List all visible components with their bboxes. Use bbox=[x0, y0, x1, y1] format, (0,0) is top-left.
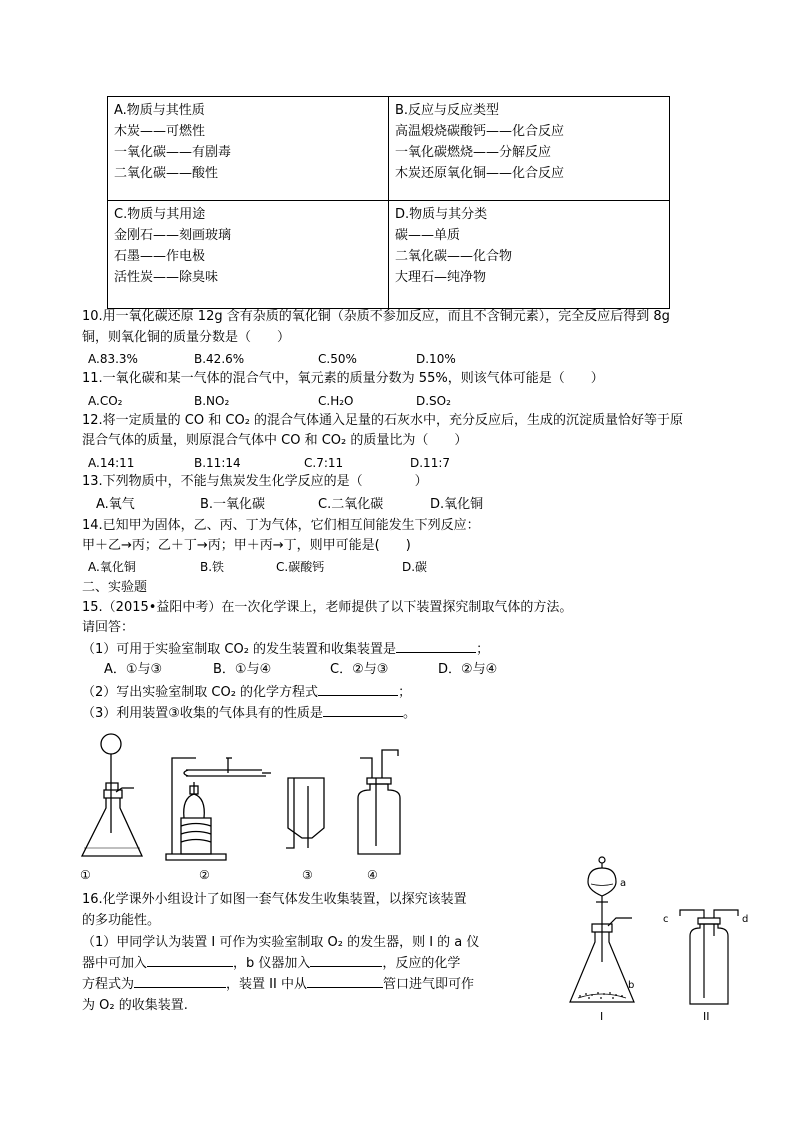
q16-line5-text-b: ，装置 II 中从 bbox=[226, 977, 307, 992]
q15-part1 bbox=[82, 640, 489, 660]
cell-b bbox=[389, 97, 670, 201]
q15-part3-blank[interactable] bbox=[323, 704, 403, 717]
q15-opt-c: C．②与③ bbox=[330, 662, 389, 677]
q16-line6: 为 O₂ 的收集装置. bbox=[82, 998, 188, 1013]
q12-opt-a: A.14:11 bbox=[88, 456, 135, 470]
cell-d-line: 二氧化碳——化合物 bbox=[395, 249, 513, 264]
q15-part2 bbox=[82, 683, 411, 703]
fig2-label-d: d bbox=[742, 914, 749, 925]
cell-a-title: A.物质与其性质 bbox=[114, 103, 205, 118]
q12-opt-c: C.7:11 bbox=[304, 456, 344, 470]
q15-opt-d: D．②与④ bbox=[438, 662, 498, 677]
q15-opt-a: A．①与③ bbox=[104, 662, 163, 677]
q16-blank-a[interactable] bbox=[147, 954, 233, 967]
q15-part1-text: （1）可用于实验室制取 CO₂ 的发生装置和收集装置是 bbox=[82, 642, 397, 657]
apparatus-figure-2 bbox=[560, 852, 760, 1012]
q15-line2: 请回答： bbox=[82, 620, 135, 635]
cell-c-line: 活性炭——除臭味 bbox=[114, 270, 219, 285]
q10-line2: 铜，则氧化铜的质量分数是（ ） bbox=[82, 330, 291, 345]
q11-line1: 11.一氧化碳和某一气体的混合气中，氧元素的质量分数为 55%，则该气体可能是（ ） bbox=[82, 371, 604, 386]
fig2-label-c: c bbox=[663, 914, 669, 925]
cell-a-line: 木炭——可燃性 bbox=[114, 124, 206, 139]
q10-opt-a: A.83.3% bbox=[88, 352, 138, 366]
cell-c bbox=[108, 201, 389, 309]
q13-opt-c: C.二氧化碳 bbox=[318, 497, 384, 512]
q13-opt-b: B.一氧化碳 bbox=[200, 497, 266, 512]
fig2-label-b: b bbox=[628, 980, 635, 991]
cell-a-line: 一氧化碳——有剧毒 bbox=[114, 145, 232, 160]
apparatus-label-4: ④ bbox=[367, 868, 378, 882]
q12-opt-b: B.11:14 bbox=[194, 456, 241, 470]
cell-a-line: 二氧化碳——酸性 bbox=[114, 166, 219, 181]
q16-blank-eq[interactable] bbox=[134, 975, 226, 988]
q16-line5 bbox=[82, 975, 474, 995]
q15-opt-b: B．①与④ bbox=[213, 662, 272, 677]
fig2-label-a: a bbox=[620, 878, 627, 889]
cell-b-line: 高温煅烧碳酸钙——化合反应 bbox=[395, 124, 565, 139]
q15-part2-blank[interactable] bbox=[318, 683, 398, 696]
cell-d-line: 大理石—纯净物 bbox=[395, 270, 487, 285]
q15-part2-end: ； bbox=[398, 685, 412, 700]
q10-opt-b: B.42.6% bbox=[194, 352, 245, 366]
q14-opt-a: A.氧化铜 bbox=[88, 560, 136, 574]
q15-part1-blank[interactable] bbox=[396, 640, 476, 653]
q13-line1: 13.下列物质中，不能与焦炭发生化学反应的是（ ） bbox=[82, 474, 428, 489]
q11-opt-d: D.SO₂ bbox=[416, 394, 451, 408]
q15-part1-end: ； bbox=[476, 642, 490, 657]
apparatus-label-3: ③ bbox=[302, 868, 313, 882]
cell-d-line: 碳——单质 bbox=[395, 228, 461, 243]
apparatus-figure bbox=[76, 728, 416, 868]
q13-opt-a: A.氧气 bbox=[96, 497, 135, 512]
q13-opt-d: D.氧化铜 bbox=[430, 497, 484, 512]
q10-opt-c: C.50% bbox=[318, 352, 357, 366]
cell-b-line: 一氧化碳燃烧——分解反应 bbox=[395, 145, 552, 160]
q14-line2: 甲＋乙→丙；乙＋丁→丙；甲＋丙→丁，则甲可能是( ) bbox=[82, 538, 411, 553]
q16-line4 bbox=[82, 954, 460, 974]
q16-blank-b[interactable] bbox=[310, 954, 382, 967]
cell-d bbox=[389, 201, 670, 309]
q12-line1: 12.将一定质量的 CO 和 CO₂ 的混合气体通入足量的石灰水中，充分反应后，生成的沉淀质量恰好等于原 bbox=[82, 413, 684, 428]
q15-part2-text: （2）写出实验室制取 CO₂ 的化学方程式 bbox=[82, 685, 319, 700]
section-title: 二、实验题 bbox=[82, 580, 148, 595]
q10-line1: 10.用一氧化碳还原 12g 含有杂质的氧化铜（杂质不参加反应，而且不含铜元素），完全反应后得到 8g bbox=[82, 309, 670, 324]
q16-line2: 的多功能性。 bbox=[82, 913, 161, 928]
q14-opt-c: C.碳酸钙 bbox=[276, 560, 325, 574]
apparatus-label-1: ① bbox=[80, 868, 91, 882]
q16-line4-text-c: ，反应的化学 bbox=[382, 956, 461, 971]
q14-opt-b: B.铁 bbox=[200, 560, 225, 574]
q14-line1: 14.已知甲为固体，乙、丙、丁为气体，它们相互间能发生下列反应： bbox=[82, 518, 480, 533]
fig2-label-II: II bbox=[703, 1010, 710, 1023]
q16-line4-text-b: ，b 仪器加入 bbox=[233, 956, 311, 971]
cell-c-line: 石墨——作电极 bbox=[114, 249, 206, 264]
q12-line2: 混合气体的质量，则原混合气体中 CO 和 CO₂ 的质量比为（ ） bbox=[82, 433, 468, 448]
cell-a bbox=[108, 97, 389, 201]
q15-part3-text: （3）利用装置③收集的气体具有的性质是 bbox=[82, 706, 323, 721]
q10-opt-d: D.10% bbox=[416, 352, 456, 366]
cell-b-title: B.反应与反应类型 bbox=[395, 103, 500, 118]
cell-d-title: D.物质与其分类 bbox=[395, 207, 488, 222]
q16-line3: （1）甲同学认为装置 I 可作为实验室制取 O₂ 的发生器，则 I 的 a 仪 bbox=[82, 935, 480, 950]
q11-opt-b: B.NO₂ bbox=[194, 394, 230, 408]
q16-line1: 16.化学课外小组设计了如图一套气体发生收集装置，以探究该装置 bbox=[82, 892, 467, 907]
apparatus-label-2: ② bbox=[199, 868, 210, 882]
q14-opt-d: D.碳 bbox=[402, 560, 428, 574]
q16-blank-port[interactable] bbox=[307, 975, 383, 988]
q15-part3-end: 。 bbox=[402, 706, 416, 721]
cell-c-line: 金刚石——刻画玻璃 bbox=[114, 228, 232, 243]
q11-opt-c: C.H₂O bbox=[318, 394, 354, 408]
q12-opt-d: D.11:7 bbox=[410, 456, 451, 470]
cell-c-title: C.物质与其用途 bbox=[114, 207, 206, 222]
q16-line5-text: 方程式为 bbox=[82, 977, 135, 992]
cell-b-line: 木炭还原氧化铜——化合反应 bbox=[395, 166, 565, 181]
q15-part3 bbox=[82, 704, 416, 724]
q11-opt-a: A.CO₂ bbox=[88, 394, 123, 408]
fig2-label-I: I bbox=[600, 1010, 604, 1023]
q16-line5-text-c: 管口进气即可作 bbox=[382, 977, 474, 992]
matching-table bbox=[107, 96, 670, 309]
q16-line4-text: 器中可加入 bbox=[82, 956, 148, 971]
q15-line1: 15.（2015•益阳中考）在一次化学课上，老师提供了以下装置探究制取气体的方法。 bbox=[82, 600, 573, 615]
